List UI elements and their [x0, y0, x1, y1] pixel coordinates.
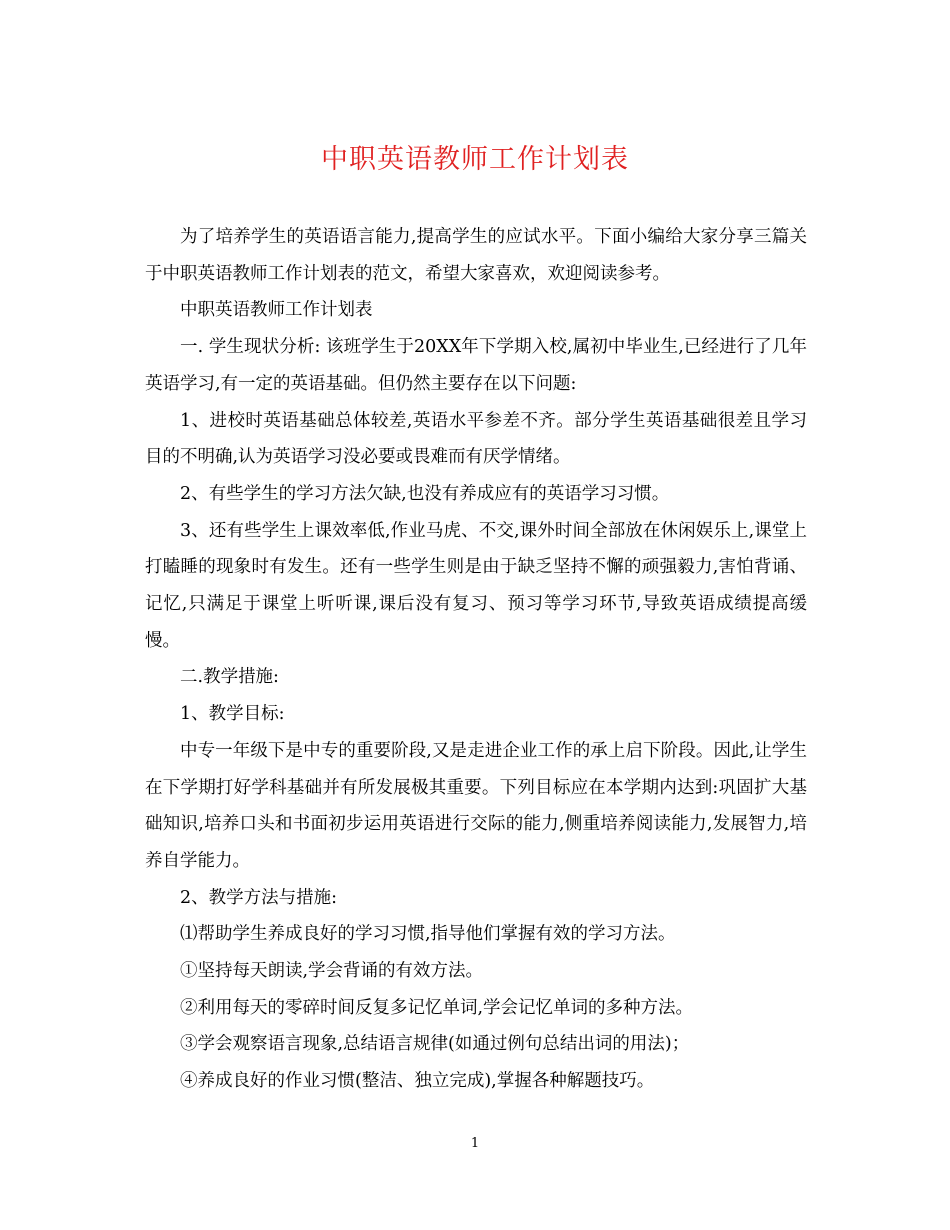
paragraph-habit-1: ①坚持每天朗读,学会背诵的有效方法。: [180, 961, 484, 982]
paragraph-intro: 为了培养学生的英语语言能力,提高学生的应试水平。下面小编给大家分享三篇关于中职英语教师工作计划表的范文，希望大家喜欢，欢迎阅读参考。: [145, 227, 807, 284]
paragraph-item-1: 1、进校时英语基础总体较差,英语水平参差不齐。部分学生英语基础很差且学习目的不明确,认为英语学习没必要或畏难而有厌学情绪。: [145, 410, 807, 468]
document-body: [145, 219, 807, 1100]
paragraph-habit-3: ③学会观察语言现象,总结语言规律(如通过例句总结出词的用法)；: [180, 1034, 690, 1055]
paragraph-habit-2: ②利用每天的零碎时间反复多记忆单词,学会记忆单词的多种方法。: [180, 997, 694, 1018]
paragraph-habit-4: ④养成良好的作业习惯(整洁、独立完成),掌握各种解题技巧。: [180, 1071, 655, 1092]
paragraph-section-2: 二.教学措施:: [180, 667, 279, 688]
paragraph-section-1: 一. 学生现状分析: 该班学生于20XX年下学期入校,属初中毕业生,已经进行了几年英语学习,有一定的英语基础。但仍然主要存在以下问题:: [145, 337, 807, 394]
paragraph-item-3: 3、还有些学生上课效率低,作业马虎、不交,课外时间全部放在休闲娱乐上,课堂上打瞌睡的现象时有发生。还有一些学生则是由于缺乏坚持不懈的顽强毅力,害怕背诵、记忆,只满足于课堂上听听课,课后没有复习、预习等学习环节,导致英语成绩提高缓慢。: [145, 520, 807, 651]
paragraph-teaching-goal-heading: 1、教学目标:: [180, 704, 285, 725]
document-title: 中职英语教师工作计划表: [321, 144, 629, 175]
paragraph-teaching-goal: 中专一年级下是中专的重要阶段,又是走进企业工作的承上启下阶段。因此,让学生在下学期打好学科基础并有所发展极其重要。下列目标应在本学期内达到:巩固扩大基础知识,培养口头和书面初步运用英语进行交际的能力,侧重培养阅读能力,发展智力,培养自学能力。: [145, 740, 807, 871]
paragraph-item-2: 2、有些学生的学习方法欠缺,也没有养成应有的英语学习习惯。: [180, 483, 670, 504]
page-number: 1: [470, 1136, 480, 1151]
paragraph-methods-heading: 2、教学方法与措施:: [180, 887, 338, 908]
paragraph-method-1: ⑴帮助学生养成良好的学习习惯,指导他们掌握有效的学习方法。: [180, 924, 676, 945]
paragraph-subtitle: 中职英语教师工作计划表: [180, 300, 373, 321]
